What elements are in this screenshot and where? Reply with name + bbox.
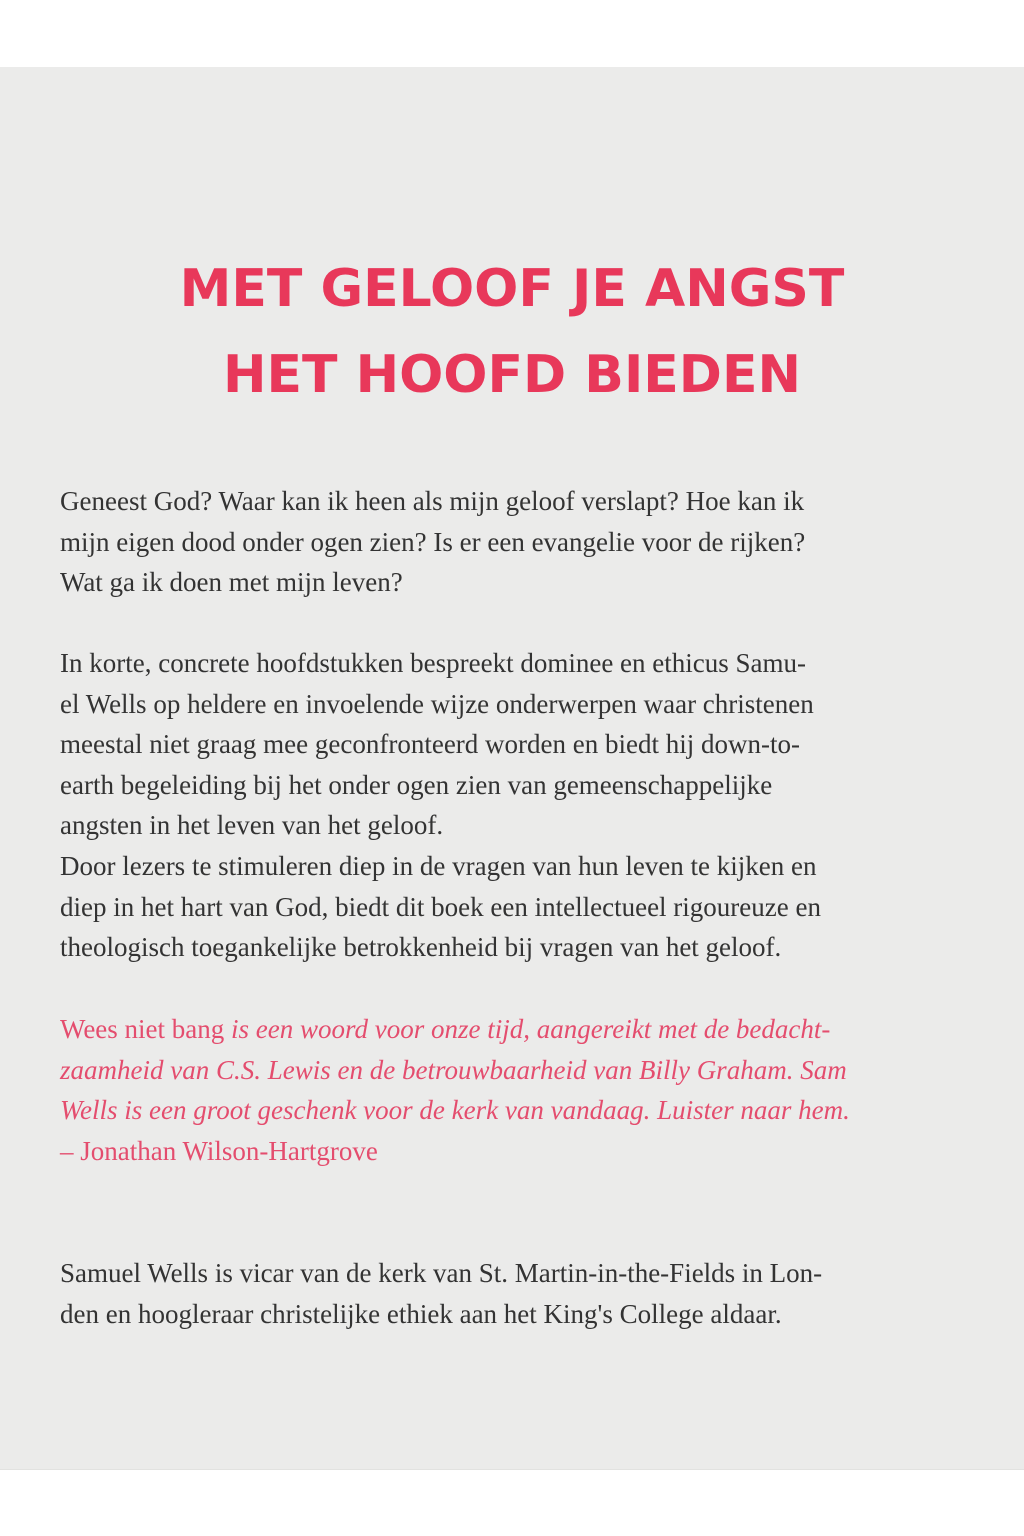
- intro-questions-paragraph: [60, 481, 980, 603]
- paragraph-line: meestal niet graag mee geconfronteerd worden en biedt hij down-to-: [60, 729, 800, 760]
- paragraph-line: earth begeleiding bij het onder ogen zien van gemeenschappelijke: [60, 769, 773, 800]
- author-bio: [60, 1253, 980, 1334]
- title-line-2: HET HOOFD BIEDEN: [222, 345, 802, 405]
- paragraph-line: mijn eigen dood onder ogen zien? Is er een evangelie voor de rijken?: [60, 526, 806, 557]
- paragraph-line: el Wells op heldere en invoelende wijze onderwerpen waar christenen: [60, 688, 814, 719]
- book-title: [0, 246, 1024, 418]
- endorsement-quote: [60, 1009, 980, 1171]
- paragraph-line: Door lezers te stimuleren diep in de vragen van hun leven te kijken en: [60, 850, 817, 881]
- paragraph-line: Geneest God? Waar kan ik heen als mijn geloof verslapt? Hoe kan ik: [60, 486, 805, 516]
- paragraph-line: In korte, concrete hoofdstukken bespreekt dominee en ethicus Samu-: [60, 648, 807, 678]
- title-line-1: MET GELOOF JE ANGST: [179, 259, 845, 319]
- quote-line: zaamheid van C.S. Lewis en de betrouwbaarheid van Billy Graham. Sam: [60, 1054, 847, 1085]
- quote-line: Wells is een groot geschenk voor de kerk van vandaag. Luister naar hem.: [60, 1095, 850, 1126]
- quoted-book-title: Wees niet bang: [60, 1014, 225, 1044]
- quote-attribution: – Jonathan Wilson-Hartgrove: [60, 1135, 378, 1166]
- quote-line: [60, 1009, 980, 1050]
- quote-text: is een woord voor onze tijd, aangereikt met de bedacht-: [224, 1014, 831, 1044]
- bio-line: Samuel Wells is vicar van de kerk van St. Martin-in-the-Fields in Lon-: [60, 1258, 823, 1288]
- paragraph-line: diep in het hart van God, biedt dit boek een intellectueel rigoureuze en: [60, 891, 821, 922]
- paragraph-line: theologisch toegankelijke betrokkenheid bij vragen van het geloof.: [60, 932, 782, 963]
- paragraph-line: angsten in het leven van het geloof.: [60, 810, 444, 841]
- bio-line: den en hoogleraar christelijke ethiek aan het King's College aldaar.: [60, 1298, 782, 1329]
- paragraph-line: Wat ga ik doen met mijn leven?: [60, 567, 403, 598]
- description-paragraph: [60, 643, 980, 968]
